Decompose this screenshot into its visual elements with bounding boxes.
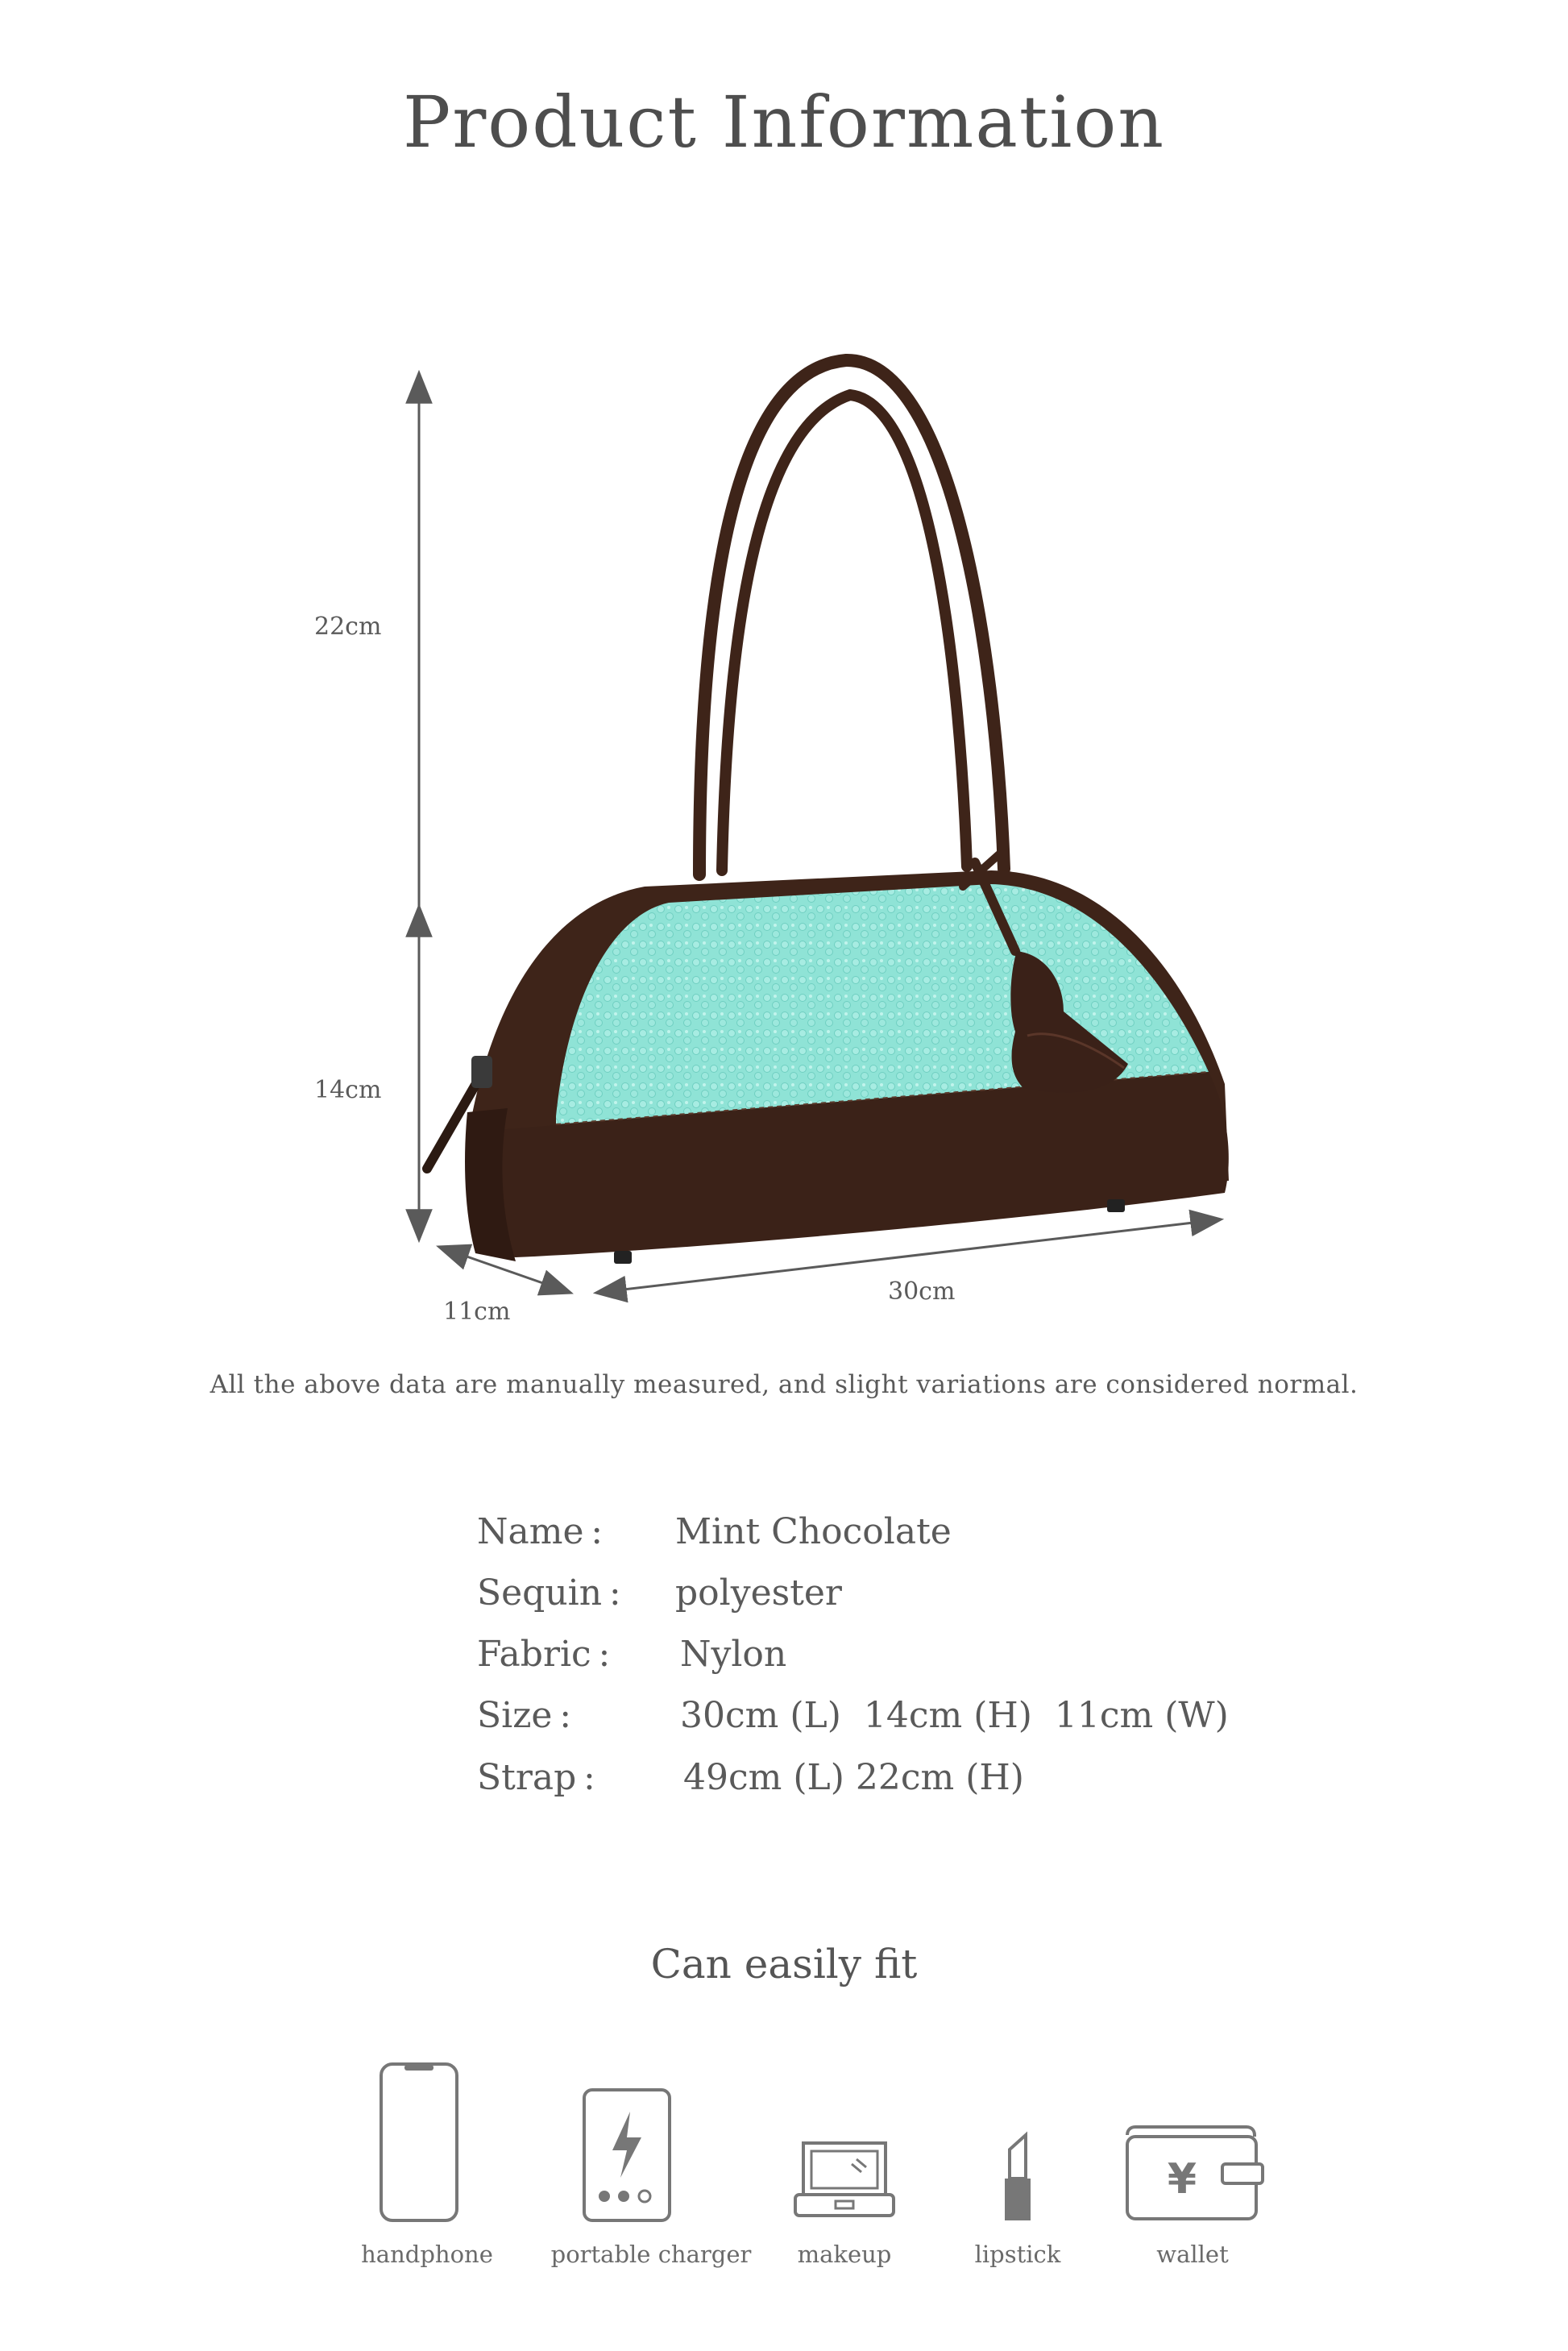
wallet-icon (1124, 2124, 1265, 2222)
spec-value-fabric: Nylon (680, 1634, 787, 1675)
length-label: 30cm (888, 1277, 956, 1306)
spec-label-strap: Strap : (477, 1757, 595, 1798)
power-bank-icon (582, 2087, 672, 2223)
wallet-symbol: ¥ (1167, 2155, 1197, 2204)
lipstick-icon (1002, 2132, 1034, 2224)
strap-height-label: 22cm (314, 613, 382, 641)
bag-handles (699, 360, 1004, 874)
page-title: Product Information (402, 81, 1165, 164)
phone-icon (379, 2062, 459, 2223)
spec-label-name: Name : (477, 1511, 604, 1552)
bag-height-label: 14cm (314, 1076, 382, 1104)
product-diagram (0, 322, 1568, 1338)
spec-value-name: Mint Chocolate (675, 1511, 952, 1552)
measurement-note: All the above data are manually measured, and slight variations are considered normal. (209, 1370, 1359, 1399)
spec-label-size: Size : (477, 1695, 572, 1736)
fit-label-portable-charger: portable charger (550, 2241, 752, 2268)
makeup-compact-icon (794, 2140, 895, 2220)
fit-section-title: Can easily fit (650, 1941, 918, 1988)
fit-label-lipstick: lipstick (974, 2241, 1061, 2268)
spec-value-strap: 49cm (L) 22cm (H) (683, 1757, 1024, 1798)
spec-value-size: 30cm (L) 14cm (H) 11cm (W) (680, 1695, 1229, 1736)
depth-label: 11cm (443, 1298, 511, 1326)
fit-label-wallet: wallet (1156, 2241, 1229, 2268)
fit-label-makeup: makeup (797, 2241, 892, 2268)
spec-label-sequin: Sequin : (477, 1572, 621, 1614)
fit-label-handphone: handphone (361, 2241, 493, 2268)
spec-value-sequin: polyester (675, 1572, 842, 1614)
bag-body (427, 854, 1229, 1264)
spec-label-fabric: Fabric : (477, 1634, 611, 1675)
